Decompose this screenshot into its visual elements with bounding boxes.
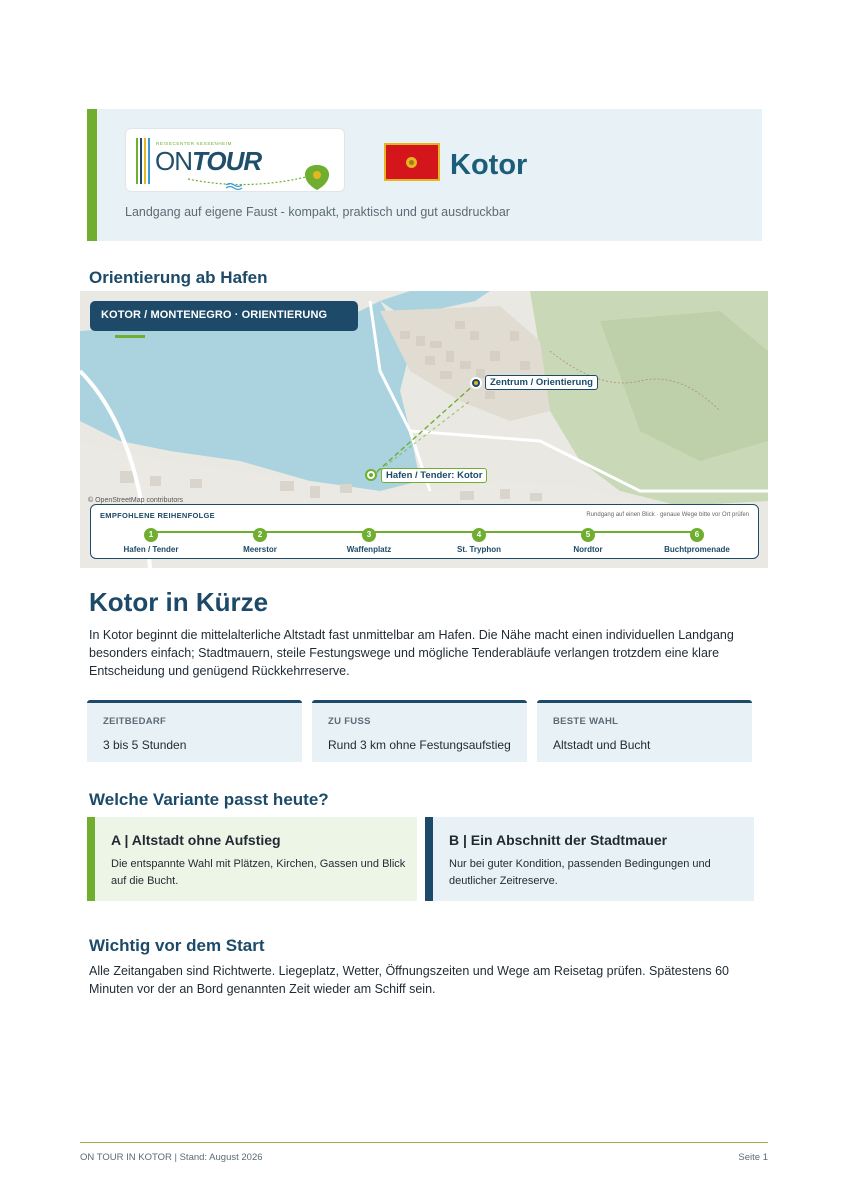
variant-b-text: Nur bei guter Kondition, passenden Bedingungen und deutlicher Zeitreserve.	[449, 858, 711, 887]
variant-card-b	[425, 817, 754, 901]
route-stop	[429, 524, 529, 554]
start-heading: Wichtig vor dem Start	[89, 936, 265, 955]
route-stop	[538, 524, 638, 554]
page-title: Kotor	[450, 149, 528, 181]
route-overview	[90, 504, 759, 559]
map-title: KOTOR / MONTENEGRO · ORIENTIERUNG	[101, 309, 328, 321]
footer-divider	[80, 1142, 768, 1143]
route-stop-name: Buchtpromenade	[664, 545, 730, 554]
route-stop-name: Waffenplatz	[346, 545, 392, 554]
route-stop	[647, 524, 747, 554]
map-title-box	[90, 301, 358, 331]
route-note: Rundgang auf einen Blick · genaue Wege bitte vor Ort prüfen	[586, 512, 749, 518]
route-stop-number: 3	[362, 528, 376, 542]
map-pin-icon[interactable]	[365, 469, 377, 481]
route-stop-number: 2	[253, 528, 267, 542]
route-stop-number: 5	[581, 528, 595, 542]
route-stop-name: Hafen / Tender	[123, 545, 179, 554]
route-heading: EMPFOHLENE REIHENFOLGE	[100, 511, 215, 520]
fact-value: Altstadt und Bucht	[553, 738, 651, 752]
fact-card	[87, 700, 302, 762]
montenegro-flag-icon	[384, 143, 440, 181]
map-label-center[interactable]: Zentrum / Orientierung	[485, 375, 598, 390]
fact-value: 3 bis 5 Stunden	[103, 738, 187, 752]
fact-card	[312, 700, 527, 762]
route-stop	[210, 524, 310, 554]
variant-a-title: A | Altstadt ohne Aufstieg	[111, 832, 281, 848]
fact-label: ZEITBEDARF	[103, 716, 167, 727]
route-stop-number: 6	[690, 528, 704, 542]
page-number: Seite 1	[738, 1152, 768, 1163]
orientation-map[interactable]	[80, 291, 768, 568]
route-stop	[319, 524, 419, 554]
variant-a-text: Die entspannte Wahl mit Plätzen, Kirchen, Gassen und Blick auf die Bucht.	[111, 858, 406, 887]
variant-b-title: B | Ein Abschnitt der Stadtmauer	[449, 832, 668, 848]
logo-wave-icon	[186, 159, 336, 191]
variant-card-a	[87, 817, 417, 901]
start-text: Alle Zeitangaben sind Richtwerte. Liegeplatz, Wetter, Öffnungszeiten und Wege am Reisetag prüfen. Spätestens 60 Minuten vor der an Bord genannten Zeit wieder am Schiff sein.	[89, 964, 729, 996]
orientation-heading: Orientierung ab Hafen	[89, 268, 268, 287]
route-stop-number: 4	[472, 528, 486, 542]
summary-heading: Kotor in Kürze	[89, 587, 269, 617]
logo-word-on: ON	[155, 146, 192, 176]
fact-label: ZU FUSS	[328, 716, 371, 727]
variants-heading: Welche Variante passt heute?	[89, 790, 329, 809]
page-subtitle: Landgang auf eigene Faust - kompakt, praktisch und gut ausdruckbar	[125, 205, 510, 219]
route-stop-name: St. Tryphon	[457, 545, 501, 554]
route-stop-name: Nordtor	[573, 545, 603, 554]
on-tour-logo	[125, 128, 345, 192]
route-stop-name: Meerstor	[243, 545, 277, 554]
map-title-underline	[115, 335, 145, 338]
osm-credit[interactable]: © OpenStreetMap contributors	[88, 497, 184, 504]
logo-bars-icon	[136, 138, 152, 184]
fact-label: BESTE WAHL	[553, 716, 619, 727]
route-stop-number: 1	[144, 528, 158, 542]
footer-left: ON TOUR IN KOTOR | Stand: August 2026	[80, 1152, 263, 1163]
logo-word-tour: TOUR	[192, 146, 262, 176]
summary-text: In Kotor beginnt die mittelalterliche Altstadt fast unmittelbar am Hafen. Die Nähe macht einen individuellen Landgang besonders einfach; Stadtmauern, steile Festungswege und mögliche Tenderabläufe verlangen trotzdem eine klare Entscheidung und genügend Rückkehrreserve.	[89, 628, 734, 678]
fact-value: Rund 3 km ohne Festungsaufstieg	[328, 738, 511, 752]
fact-card	[537, 700, 752, 762]
map-label-port[interactable]: Hafen / Tender: Kotor	[381, 468, 487, 483]
route-stop	[101, 524, 201, 554]
page-header	[87, 109, 762, 241]
map-pin-icon[interactable]	[470, 377, 482, 389]
logo-small-text: REISECENTER KESSENHEIM	[156, 141, 232, 146]
